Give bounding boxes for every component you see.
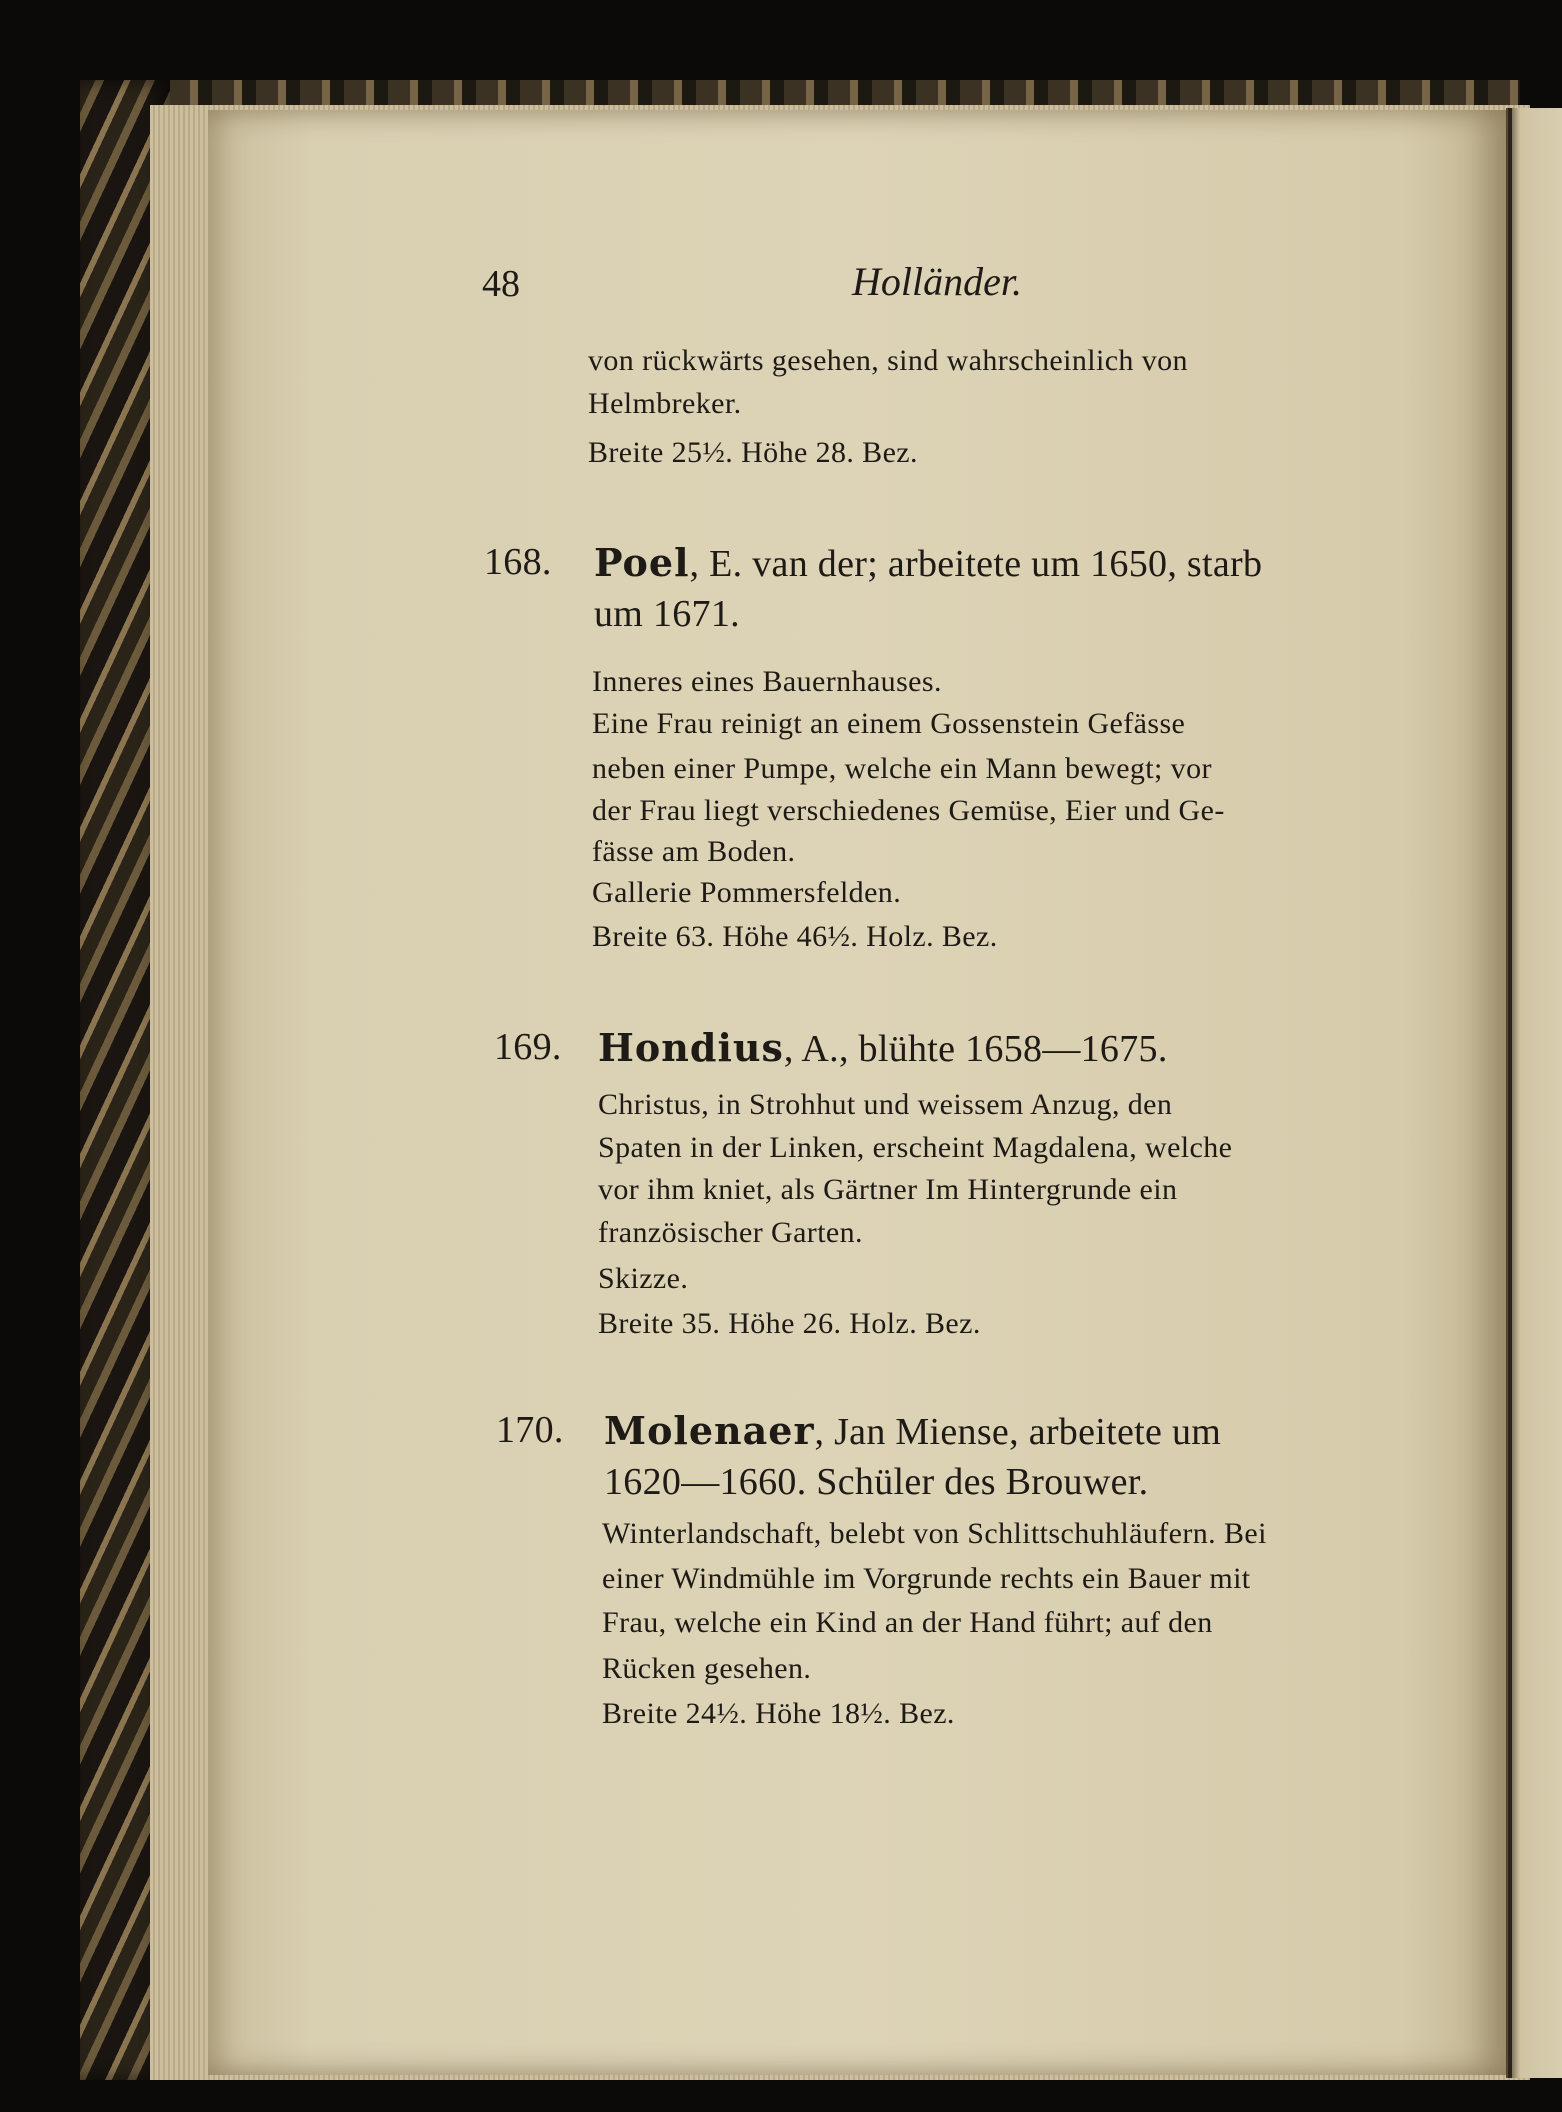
entry-number: 168. bbox=[484, 541, 552, 583]
entry-line: einer Windmühle im Vorgrunde rechts ein Bauer mit bbox=[602, 1562, 1251, 1595]
entry-line: französischer Garten. bbox=[598, 1216, 863, 1249]
entry-heading-line2: um 1671. bbox=[594, 593, 740, 635]
entry-line: Inneres eines Bauernhauses. bbox=[592, 665, 942, 698]
entry-heading-line2: 1620—1660. Schüler des Brouwer. bbox=[604, 1461, 1149, 1503]
entry-line: Spaten in der Linken, erscheint Magdalena, welche bbox=[598, 1131, 1233, 1164]
entry-line: Gallerie Pommersfelden. bbox=[592, 876, 902, 909]
artist-name: Poel bbox=[594, 540, 690, 585]
entry-line: Breite 35. Höhe 26. Holz. Bez. bbox=[598, 1307, 981, 1340]
entry-line: der Frau liegt verschiedenes Gemüse, Eier und Ge- bbox=[592, 794, 1225, 827]
entry-heading bbox=[604, 1408, 1221, 1454]
facing-page-edge bbox=[1506, 108, 1562, 2078]
artist-name: Molenaer bbox=[604, 1408, 815, 1453]
entry-line: fässe am Boden. bbox=[592, 835, 796, 868]
entry-line: Christus, in Strohhut und weissem Anzug, den bbox=[598, 1088, 1173, 1121]
continuation-line: von rückwärts gesehen, sind wahrscheinlich von bbox=[588, 344, 1188, 377]
entry-heading-rest: , E. van der; arbeitete um 1650, starb bbox=[689, 543, 1263, 585]
entry-line: Skizze. bbox=[598, 1262, 689, 1295]
entry-heading-rest: , Jan Miense, arbeitete um bbox=[814, 1411, 1222, 1453]
entry-heading-rest: , A., blühte 1658—1675. bbox=[783, 1028, 1168, 1070]
continuation-line: Breite 25½. Höhe 28. Bez. bbox=[588, 436, 918, 469]
artist-name: Hondius bbox=[598, 1025, 784, 1070]
entry-heading bbox=[594, 540, 1262, 586]
entry-line: Eine Frau reinigt an einem Gossenstein Gefässe bbox=[592, 707, 1186, 740]
page-number: 48 bbox=[482, 263, 520, 305]
entry-number: 169. bbox=[494, 1026, 562, 1068]
entry-line: neben einer Pumpe, welche ein Mann bewegt; vor bbox=[592, 752, 1212, 785]
entry-line: Winterlandschaft, belebt von Schlittschuhläufern. Bei bbox=[602, 1517, 1267, 1550]
entry-line: Frau, welche ein Kind an der Hand führt; auf den bbox=[602, 1606, 1213, 1639]
entry-line: Rücken gesehen. bbox=[602, 1652, 812, 1685]
entry-line: Breite 24½. Höhe 18½. Bez. bbox=[602, 1697, 955, 1730]
entry-number: 170. bbox=[496, 1409, 564, 1451]
entry-heading bbox=[598, 1025, 1168, 1071]
book-gutter bbox=[1508, 108, 1512, 2078]
running-head: Holländer. bbox=[852, 259, 1022, 304]
entry-line: Breite 63. Höhe 46½. Holz. Bez. bbox=[592, 920, 998, 953]
continuation-line: Helmbreker. bbox=[588, 387, 742, 420]
entry-line: vor ihm kniet, als Gärtner Im Hintergrunde ein bbox=[598, 1173, 1178, 1206]
